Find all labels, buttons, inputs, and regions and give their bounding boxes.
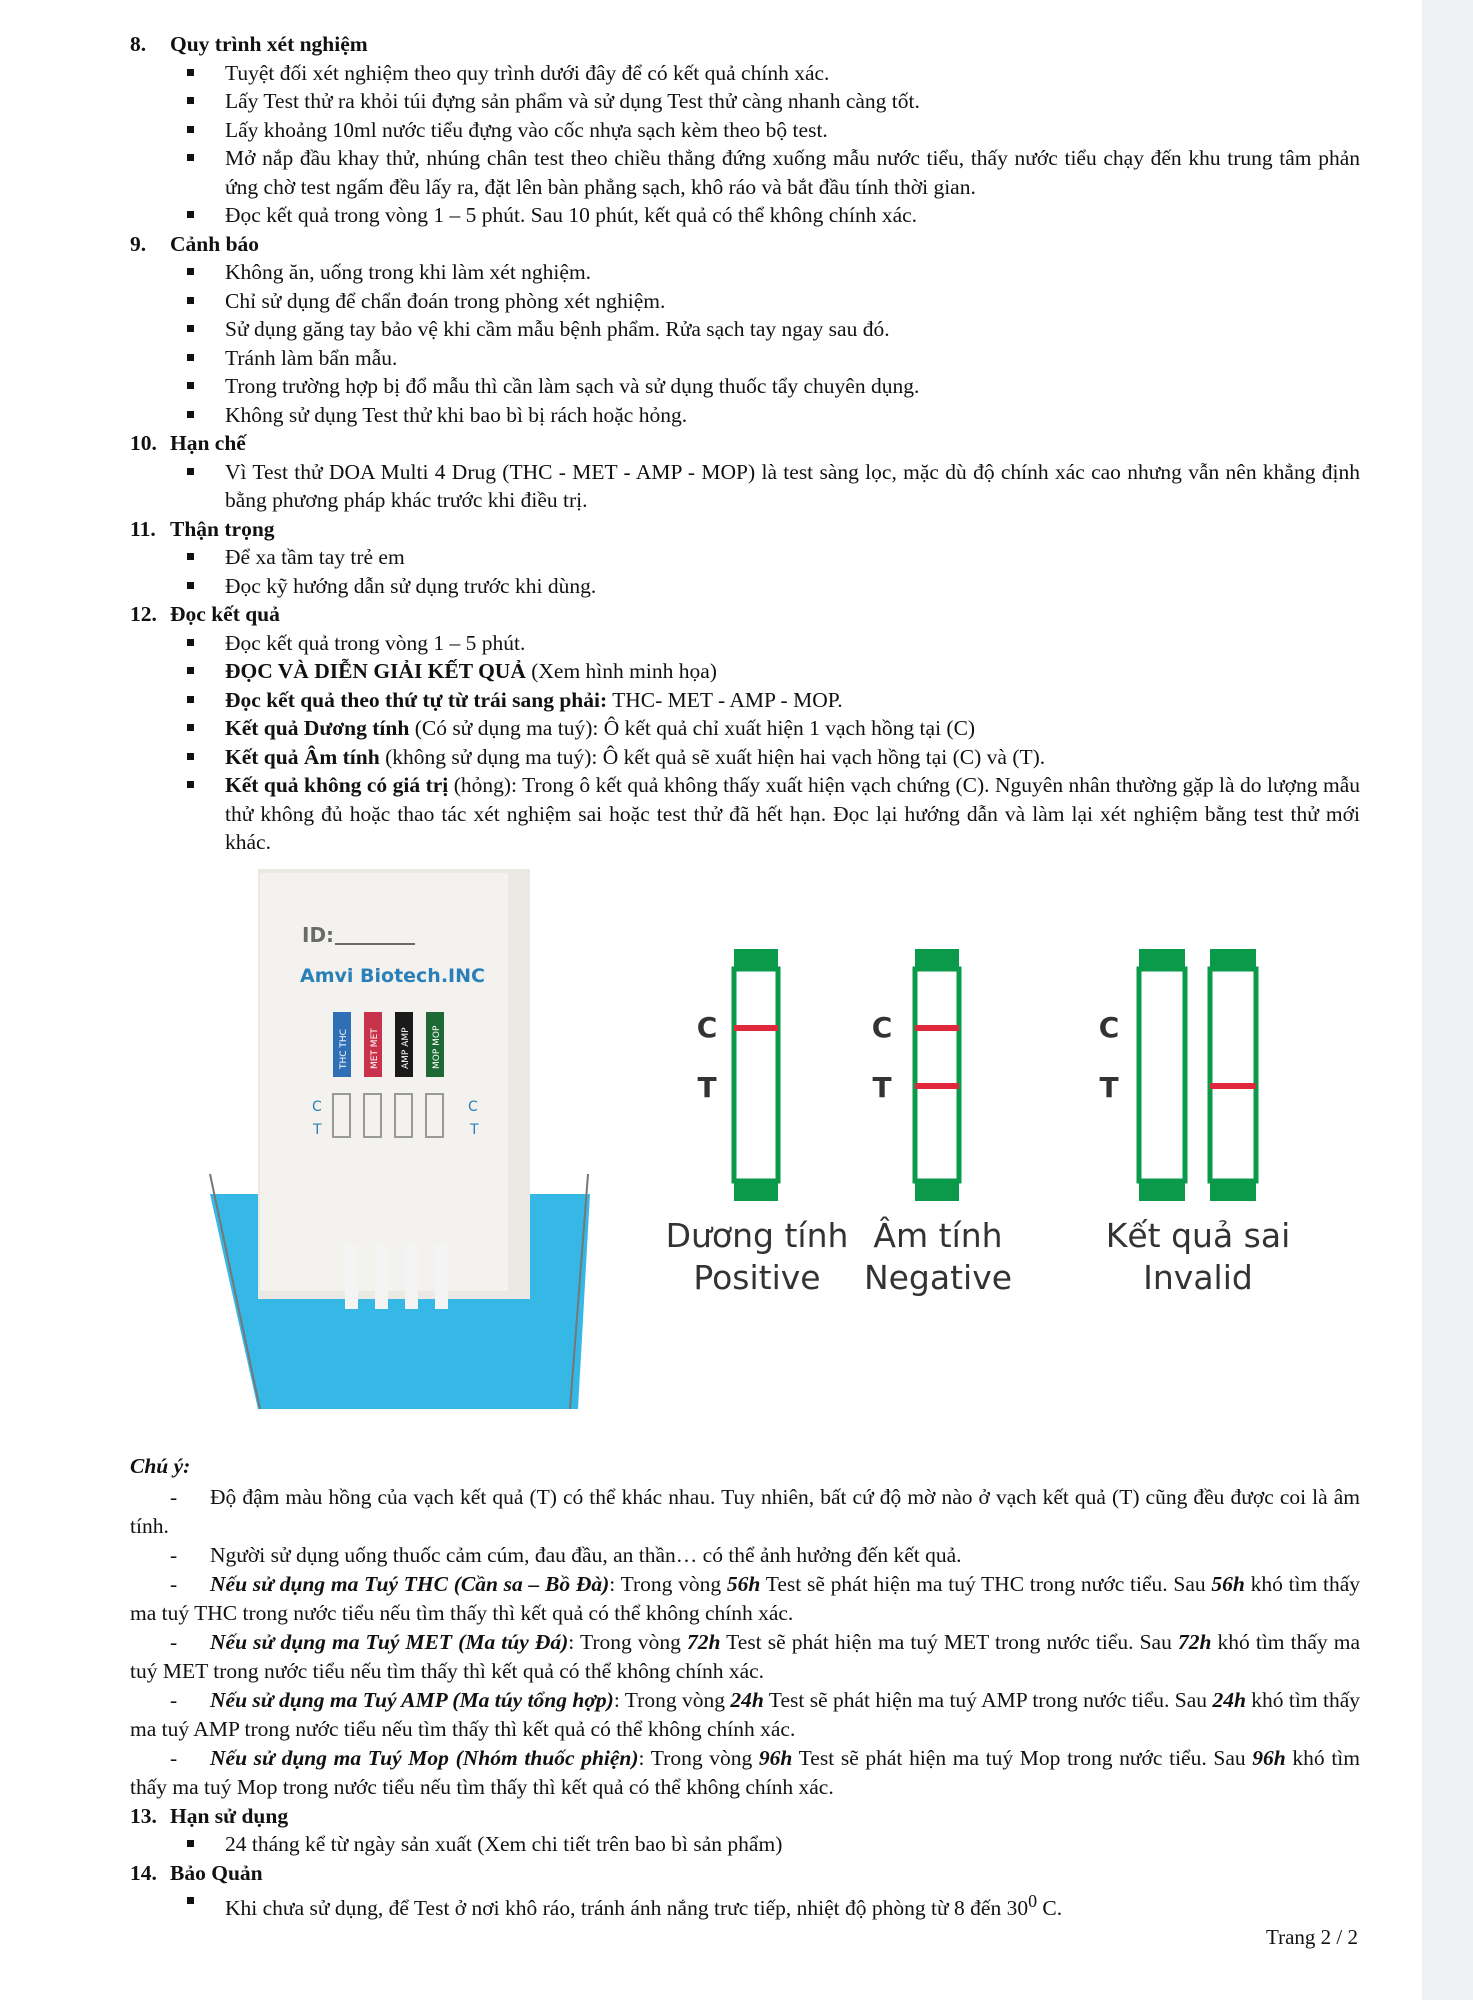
section-heading: 11. Thận trọng: [130, 516, 275, 541]
svg-text:THC THC: THC THC: [339, 1028, 349, 1069]
notes-section: [130, 1452, 1360, 1802]
section-13: [130, 1802, 1360, 1859]
section-heading: 12. Đọc kết quả: [130, 602, 280, 626]
list-item: Vì Test thử DOA Multi 4 Drug (THC - MET - AMP - MOP) là test sàng lọc, mặc dù độ chính xác cao nhưng vẫn nên khẳng định bằng phương pháp khác trước khi điều trị.: [225, 458, 1360, 515]
list-item: ĐỌC VÀ DIỄN GIẢI KẾT QUẢ (Xem hình minh họa): [225, 657, 1360, 686]
section-14: [130, 1859, 1360, 1923]
note: - Độ đậm màu hồng của vạch kết quả (T) có thể khác nhau. Tuy nhiên, bất cứ độ mờ nào ở vạch kết quả (T) cũng đều được coi là âm tính.: [130, 1484, 1360, 1538]
section-12: [130, 600, 1360, 857]
bullet-list: [130, 629, 1360, 857]
test-line: [1210, 1083, 1256, 1089]
card-dip-tip: [435, 1244, 448, 1309]
list-item: Đọc kỹ hướng dẫn sử dụng trước khi dùng.: [225, 572, 1360, 601]
invalid-strips: [1099, 949, 1256, 1201]
svg-text:MET MET: MET MET: [370, 1027, 380, 1069]
notes-title: Chú ý:: [130, 1453, 191, 1478]
svg-text:C: C: [696, 1010, 718, 1044]
section-heading: 14. Bảo Quản: [130, 1860, 263, 1885]
svg-text:C: C: [468, 1098, 478, 1115]
section-heading: 8. Quy trình xét nghiệm: [130, 32, 368, 56]
section-heading: 10. Hạn chế: [130, 431, 246, 455]
section-8: [130, 30, 1360, 230]
document-page: [130, 30, 1360, 1923]
svg-text:AMP AMP: AMP AMP: [401, 1026, 411, 1069]
list-item: Không ăn, uống trong khi làm xét nghiệm.: [225, 258, 1360, 287]
list-item: Sử dụng găng tay bảo vệ khi cầm mẫu bệnh phẩm. Rửa sạch tay ngay sau đó.: [225, 315, 1360, 344]
bullet-list: [130, 458, 1360, 515]
bullet-list: [130, 59, 1360, 230]
list-item: 24 tháng kể từ ngày sản xuất (Xem chi tiết trên bao bì sản phẩm): [225, 1830, 1360, 1859]
section-heading: 9. Cảnh báo: [130, 231, 260, 256]
bullet-list: [130, 1830, 1360, 1859]
list-item: Kết quả không có giá trị (hỏng): Trong ô kết quả không thấy xuất hiện vạch chứng (C). Nguyên nhân thường gặp là do lượng mẫu thử không đủ hoặc thao tác xét nghiệm sai hoặc test thử đã hết hạn. Đọc lại hướng dẫn và làm lại xét nghiệm bằng test thử mới khác.: [225, 771, 1360, 857]
negative-strip: [872, 949, 959, 1201]
list-item: Để xa tầm tay trẻ em: [225, 543, 1360, 572]
card-dip-tip: [345, 1244, 358, 1309]
caption-positive-en: Positive: [693, 1257, 821, 1297]
list-item: Đọc kết quả trong vòng 1 – 5 phút.: [225, 629, 1360, 658]
svg-text:T: T: [313, 1121, 322, 1138]
list-item: Tuyệt đối xét nghiệm theo quy trình dưới đây để có kết quả chính xác.: [225, 59, 1360, 88]
page-edge: [1422, 0, 1473, 2000]
note: - Nếu sử dụng ma Tuý MET (Ma túy Đá): Trong vòng 72h Test sẽ phát hiện ma tuý MET trong nước tiểu. Sau 72h khó tìm thấy ma tuý MET trong nước tiểu nếu tìm thấy thì kết quả có thể không chính xác.: [130, 1629, 1361, 1683]
svg-text:C: C: [1098, 1010, 1120, 1044]
bullet-list: [130, 543, 1360, 600]
list-item: Tránh làm bẩn mẫu.: [225, 344, 1360, 373]
section-9: [130, 230, 1360, 430]
bullet-list: [130, 258, 1360, 429]
svg-text:C: C: [312, 1098, 322, 1115]
list-item: Lấy khoảng 10ml nước tiểu đựng vào cốc nhựa sạch kèm theo bộ test.: [225, 116, 1360, 145]
list-item: Mở nắp đầu khay thử, nhúng chân test theo chiều thẳng đứng xuống mẫu nước tiểu, thấy nước tiểu chạy đến khu trung tâm phản ứng chờ test ngấm đều lấy ra, đặt lên bàn phẳng sạch, khô ráo và bắt đầu tính thời gian.: [225, 144, 1360, 201]
list-item: Chỉ sử dụng để chẩn đoán trong phòng xét nghiệm.: [225, 287, 1360, 316]
positive-strip: [697, 949, 778, 1201]
illustration-svg: [130, 869, 1360, 1444]
list-item: Kết quả Âm tính (không sử dụng ma tuý): Ô kết quả sẽ xuất hiện hai vạch hồng tại (C) và (T).: [225, 743, 1360, 772]
section-11: [130, 515, 1360, 601]
page-number: Trang 2 / 2: [1266, 1925, 1358, 1949]
svg-text:MOP MOP: MOP MOP: [432, 1025, 442, 1069]
list-item: Lấy Test thử ra khỏi túi đựng sản phẩm và sử dụng Test thử càng nhanh càng tốt.: [225, 87, 1360, 116]
note: - Nếu sử dụng ma Tuý AMP (Ma túy tổng hợp): Trong vòng 24h Test sẽ phát hiện ma tuý AMP trong nước tiểu. Sau 24h khó tìm thấy ma tuý AMP trong nước tiểu nếu tìm thấy thì kết quả có thể không chính xác.: [130, 1687, 1361, 1741]
caption-invalid-en: Invalid: [1143, 1257, 1253, 1297]
section-heading: 13. Hạn sử dụng: [130, 1803, 289, 1828]
card-id-label: ID:: [302, 922, 335, 947]
bullet-list: [130, 1887, 1360, 1923]
control-line: [734, 1025, 778, 1031]
control-line: [915, 1025, 959, 1031]
svg-text:T: T: [872, 1070, 892, 1104]
card-dip-tip: [405, 1244, 418, 1309]
list-item: Kết quả Dương tính (Có sử dụng ma tuý): Ô kết quả chỉ xuất hiện 1 vạch hồng tại (C): [225, 714, 1360, 743]
caption-invalid-vn: Kết quả sai: [1105, 1215, 1291, 1255]
svg-text:T: T: [470, 1121, 479, 1138]
note: - Người sử dụng uống thuốc cảm cúm, đau đầu, an thần… có thể ảnh hưởng đến kết quả.: [170, 1542, 962, 1567]
svg-text:C: C: [871, 1010, 893, 1044]
card-dip-tip: [375, 1244, 388, 1309]
svg-text:T: T: [697, 1070, 717, 1104]
caption-negative-vn: Âm tính: [873, 1215, 1003, 1255]
note: - Nếu sử dụng ma Tuý Mop (Nhóm thuốc phiện): Trong vòng 96h Test sẽ phát hiện ma tuý Mop trong nước tiểu. Sau 96h khó tìm thấy ma tuý Mop trong nước tiểu nếu tìm thấy thì kết quả có thể không chính xác.: [130, 1745, 1361, 1799]
note: - Nếu sử dụng ma Tuý THC (Cần sa – Bồ Đà): Trong vòng 56h Test sẽ phát hiện ma tuý THC trong nước tiểu. Sau 56h khó tìm thấy ma tuý THC trong nước tiểu nếu tìm thấy thì kết quả có thể không chính xác.: [130, 1571, 1361, 1625]
list-item: Đọc kết quả theo thứ tự từ trái sang phải: THC- MET - AMP - MOP.: [225, 686, 1360, 715]
test-line: [915, 1083, 959, 1089]
card-brand: Amvi Biotech.INC: [300, 964, 485, 987]
caption-positive-vn: Dương tính: [665, 1215, 849, 1255]
list-item: Khi chưa sử dụng, để Test ở nơi khô ráo, tránh ánh nắng trưc tiếp, nhiệt độ phòng từ 8 đến $30^0$ C.: [225, 1887, 1360, 1923]
svg-text:T: T: [1099, 1070, 1119, 1104]
section-10: [130, 429, 1360, 515]
caption-negative-en: Negative: [863, 1257, 1013, 1297]
list-item: Đọc kết quả trong vòng 1 – 5 phút. Sau 10 phút, kết quả có thể không chính xác.: [225, 201, 1360, 230]
list-item: Trong trường hợp bị đổ mẫu thì cần làm sạch và sử dụng thuốc tẩy chuyên dụng.: [225, 372, 1360, 401]
result-illustration: [130, 869, 1360, 1444]
list-item: Không sử dụng Test thử khi bao bì bị rách hoặc hỏng.: [225, 401, 1360, 430]
